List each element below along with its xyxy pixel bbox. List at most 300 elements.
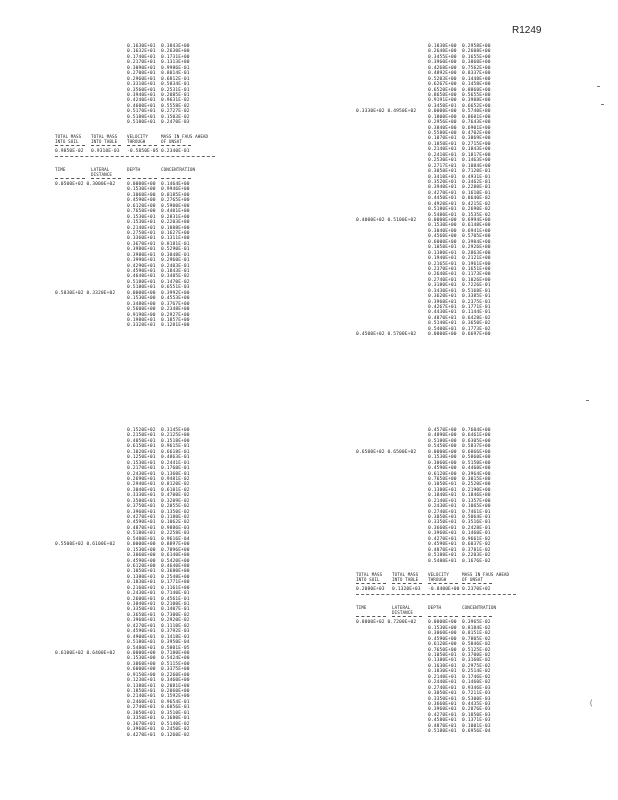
concentration-cell: 0.3700E-02	[462, 653, 491, 658]
depth-cell: 0.4590E+00	[428, 636, 457, 642]
concentration-cell: 0.7226E-01	[462, 283, 491, 289]
depth-cell: 0.5203E+00	[428, 76, 457, 82]
concentration-cell: 0.3375E+00	[161, 667, 190, 673]
depth-cell: 0.3940E+01	[428, 185, 457, 191]
depth-cell: 0.3050E+01	[127, 710, 156, 716]
concentration-cell: 0.3992E+00	[161, 290, 190, 296]
depth-cell: 0.0000E+00	[127, 542, 156, 548]
concentration-cell: 0.2348E+00	[161, 307, 190, 313]
table-row	[356, 729, 516, 734]
concentration-cell: 0.7896E+00	[161, 547, 190, 553]
column-header: VELOCITY THROUGH	[428, 571, 449, 582]
concentration-cell: 0.6305E+00	[462, 438, 491, 444]
concentration-cell: 0.1448E+00	[462, 76, 491, 82]
concentration-cell: 0.1062E-02	[161, 520, 190, 526]
concentration-cell: 0.2121E+00	[462, 256, 491, 262]
depth-cell: 0.4590E+01	[127, 629, 156, 635]
depth-cell: 0.4050E+01	[127, 438, 156, 444]
column-header: CONCENTRATION	[161, 167, 196, 172]
depth-cell: 0.5480E+01	[428, 212, 457, 218]
depth-cell: 0.5600E+00	[127, 307, 156, 313]
depth-cell: 0.3670E+01	[127, 721, 156, 727]
depth-cell: 0.4870E+01	[428, 547, 457, 553]
depth-cell: 0.4270E+01	[428, 712, 457, 718]
depth-cell: 0.1530E+00	[127, 296, 156, 302]
depth-cell: 0.3980E+01	[127, 252, 156, 258]
depth-cell: 0.3330E+01	[127, 493, 156, 499]
concentration-cell: 0.1610E-01	[462, 190, 491, 196]
concentration-cell: 0.7805E-02	[462, 636, 491, 642]
spacer	[356, 564, 516, 572]
depth-cell: 0.2430E+01	[127, 471, 156, 477]
depth-cell: 0.3450E+01	[428, 103, 457, 109]
concentration-cell: 0.5740E+00	[462, 109, 491, 115]
scan-speck	[601, 104, 604, 105]
depth-cell: 0.4268E+00	[428, 65, 457, 71]
concentration-cell: 0.5115E+00	[161, 661, 190, 667]
depth-cell: 0.3040E+01	[127, 487, 156, 493]
dashed-rule	[127, 178, 157, 179]
spacer	[356, 597, 516, 605]
depth-cell: 0.4430E+01	[428, 310, 457, 316]
depth-cell: 0.4590E+00	[127, 198, 156, 204]
depth-cell: 0.2140E+01	[127, 225, 156, 231]
depth-cell: 0.5480E+01	[127, 536, 156, 542]
concentration-cell: 0.5558E-02	[161, 103, 190, 109]
concentration-cell: 0.9654E-01	[161, 699, 190, 705]
concentration-cell: 0.6101E-02	[161, 487, 190, 493]
depth-cell: 0.2690E+01	[127, 476, 156, 482]
concentration-cell: 0.3510E-01	[161, 710, 190, 716]
depth-cell: 0.3980E+01	[127, 247, 156, 253]
dashed-rule	[462, 583, 492, 584]
depth-cell: 0.3310E+01	[127, 82, 156, 88]
summary-header	[55, 134, 215, 144]
long-dashed-rule	[356, 594, 516, 595]
concentration-cell: 0.9986E-01	[161, 65, 190, 71]
concentration-cell: 0.2715E+00	[462, 141, 491, 147]
concentration-cell: 0.4553E+00	[161, 296, 190, 302]
concentration-cell: 0.8185E+00	[161, 192, 190, 198]
concentration-cell: 0.1458E+00	[462, 82, 491, 88]
summary-value: 0.9850E-02	[55, 148, 84, 154]
concentration-cell: 0.1464E+00	[161, 182, 190, 187]
column-header: TOTAL MASS INTO TABLE	[91, 133, 118, 144]
depth-cell: 0.3660E+01	[428, 525, 457, 531]
depth-cell: 0.3960E+01	[127, 727, 156, 733]
concentration-cell: 0.1173E+00	[462, 272, 491, 278]
depth-cell: 0.4270E+01	[428, 190, 457, 196]
concentration-cell: 0.1180E-02	[161, 515, 190, 520]
concentration-cell: 0.2280E-01	[462, 185, 491, 191]
depth-cell: 0.1250E+01	[127, 455, 156, 461]
concentration-cell: 0.2531E-01	[161, 87, 190, 93]
depth-cell: 0.1230E+01	[127, 678, 156, 684]
depth-cell: 0.4270E+01	[127, 732, 156, 738]
depth-cell: 0.1850E+01	[428, 141, 457, 147]
depth-cell: 0.1380E+01	[428, 658, 457, 664]
depth-cell: 0.2440E+01	[428, 680, 457, 686]
depth-cell: 0.7650E+00	[127, 209, 156, 215]
concentration-cell: 0.1888E+00	[161, 225, 190, 231]
depth-cell: 0.3350E+01	[127, 607, 156, 613]
depth-cell: 0.6000E+00	[428, 239, 457, 245]
depth-cell: 0.2140E+01	[428, 674, 457, 680]
depth-cell: 0.8650E+00	[428, 92, 457, 98]
concentration-cell: 0.8897E+00	[161, 542, 190, 548]
concentration-cell: 0.8601E+00	[462, 114, 491, 120]
depth-cell: 0.6000E+00	[127, 667, 156, 673]
concentration-cell: 0.5420E+00	[161, 558, 190, 564]
depth-cell: 0.5180E+01	[127, 285, 156, 291]
depth-cell: 0.5170E+01	[127, 109, 156, 115]
depth-cell: 0.4870E+01	[428, 315, 457, 321]
depth-cell: 0.3050E+01	[428, 169, 457, 175]
depth-cell: 0.3180E+01	[428, 283, 457, 289]
depth-cell: 0.3060E+00	[127, 192, 156, 198]
depth-cell: 0.1050E+01	[428, 245, 457, 251]
concentration-cell: 0.1026E+00	[462, 277, 491, 283]
concentration-cell: 0.8337E+00	[462, 71, 491, 77]
concentration-cell: 0.1313E+00	[161, 60, 190, 66]
depth-cell: 0.3360E+01	[127, 236, 156, 242]
depth-cell: 0.3350E+01	[127, 716, 156, 722]
depth-cell: 0.3960E+01	[428, 299, 457, 305]
concentration-cell: 0.1001E-03	[462, 723, 491, 729]
concentration-cell: 0.6866E+00	[462, 449, 491, 455]
depth-cell: 0.5180E+01	[428, 207, 457, 213]
depth-cell: 0.3040E+00	[428, 228, 457, 234]
summary-value: 0.1320E+03	[392, 586, 421, 592]
concentration-cell: 0.4700E-02	[161, 493, 190, 499]
concentration-cell: 0.3516E-01	[462, 520, 491, 526]
concentration-cell: 0.5834E-01	[161, 82, 190, 88]
concentration-cell: 0.7604E+00	[462, 428, 491, 433]
depth-cell: 0.5480E+01	[428, 558, 457, 564]
depth-cell: 0.4590E+01	[127, 520, 156, 526]
depth-cell: 0.2460E+01	[127, 699, 156, 705]
spacer	[55, 126, 215, 134]
concentration-cell: 0.1360E-01	[161, 471, 190, 477]
time-distance-cell: 0.3330E+02 0.4950E+02	[356, 109, 417, 115]
depth-cell: 0.1070E+01	[428, 136, 457, 142]
depth-cell: 0.1530E+00	[127, 656, 156, 662]
depth-cell: 0.6267E+00	[428, 82, 457, 88]
concentration-cell: 0.3964E+00	[462, 471, 491, 477]
concentration-cell: 0.1746E-02	[462, 674, 491, 680]
concentration-cell: 0.1846E+00	[462, 493, 491, 499]
concentration-cell: 0.6428E-02	[462, 315, 491, 321]
depth-cell: 0.1020E+01	[127, 449, 156, 455]
depth-cell: 0.9191E+00	[428, 98, 457, 104]
depth-cell: 0.3960E+01	[127, 618, 156, 624]
depth-cell: 0.3940E+01	[127, 92, 156, 98]
concentration-cell: 0.5125E-02	[462, 647, 491, 653]
concentration-cell: 0.8151E-02	[462, 631, 491, 637]
concentration-cell: 0.1857E+00	[161, 317, 190, 323]
concentration-cell: 0.1850E-03	[462, 712, 491, 718]
concentration-cell: 0.1144E-01	[462, 310, 491, 316]
depth-cell: 0.3670E+01	[127, 241, 156, 247]
concentration-cell: 0.2548E+00	[161, 574, 190, 580]
depth-cell: 0.1840E+01	[428, 493, 457, 499]
depth-cell: 0.2750E+01	[127, 230, 156, 236]
concentration-cell: 0.3965E-02	[462, 620, 491, 626]
depth-cell: 0.3960E+01	[428, 707, 457, 713]
concentration-cell: 0.1065E+00	[462, 504, 491, 510]
depth-cell: 0.3480E+00	[127, 301, 156, 307]
depth-cell: 0.2940E+01	[127, 482, 156, 488]
concentration-cell: 0.2470E-03	[161, 120, 190, 126]
concentration-cell: 0.3848E-01	[161, 252, 190, 258]
concentration-cell: 0.2863E+00	[462, 250, 491, 256]
depth-cell: 0.6150E+01	[127, 444, 156, 450]
concentration-cell: 0.1110E-02	[161, 623, 190, 629]
concentration-cell: 0.3950E-04	[161, 640, 190, 646]
depth-cell: 0.2717E+01	[428, 163, 457, 169]
concentration-cell: 0.1084E+00	[462, 163, 491, 169]
concentration-cell: 0.2190E+00	[462, 487, 491, 493]
depth-cell: 0.1380E+01	[428, 250, 457, 256]
concentration-cell: 0.5140E-02	[161, 721, 190, 727]
time-distance-cell: 0.8800E+02 0.7200E+02	[356, 620, 417, 626]
quadrant-bottom-right	[356, 428, 516, 735]
concentration-cell: 0.9631E-02	[161, 98, 190, 104]
summary-value: 0.2080E+03	[356, 586, 385, 592]
concentration-cell: 0.2081E+00	[161, 683, 190, 689]
depth-cell: 0.3750E+01	[127, 504, 156, 510]
depth-cell: 0.4590E+00	[428, 466, 457, 472]
depth-cell: 0.7650E+00	[428, 647, 457, 653]
depth-cell: 0.3060E+00	[127, 553, 156, 559]
concentration-cell: 0.2608E+00	[462, 49, 491, 55]
concentration-cell: 0.9886E-03	[161, 525, 190, 531]
depth-cell: 0.0000E+00	[428, 332, 457, 338]
concentration-cell: 0.2060E+00	[161, 689, 190, 694]
concentration-cell: 0.6901E+00	[462, 125, 491, 131]
concentration-cell: 0.1503E-02	[161, 114, 190, 120]
depth-cell: 0.2140E+01	[428, 498, 457, 504]
depth-cell: 0.1050E+01	[428, 653, 457, 658]
summary-value: 0.2340E-01	[161, 148, 190, 154]
concentration-cell: 0.6148E+00	[462, 223, 491, 229]
concentration-cell: 0.2375E-01	[462, 299, 491, 305]
concentration-cell: 0.1731E+00	[161, 54, 190, 60]
concentration-cell: 0.1260E-02	[161, 732, 190, 738]
depth-cell: 0.6120E+00	[127, 563, 156, 569]
column-header: LATERAL DISTANCE	[392, 605, 413, 616]
dashed-rule	[428, 616, 458, 617]
concentration-cell: 0.2920E-02	[161, 618, 190, 624]
depth-cell: 0.4560E+00	[428, 234, 457, 240]
depth-cell: 0.2140E+01	[428, 147, 457, 153]
concentration-cell: 0.9661E-02	[462, 536, 491, 542]
depth-cell: 0.4270E+01	[428, 536, 457, 542]
concentration-cell: 0.2975E-02	[462, 663, 491, 669]
concentration-cell: 0.5290E-01	[161, 247, 190, 253]
concentration-cell: 0.6652E+00	[462, 103, 491, 109]
column-header: TIME	[55, 167, 66, 172]
depth-cell: 0.2170E+01	[127, 466, 156, 472]
depth-cell: 0.1850E+01	[127, 689, 156, 694]
depth-cell: 0.9190E+00	[127, 312, 156, 318]
depth-cell: 0.4870E+01	[428, 723, 457, 729]
concentration-cell: 0.3869E+00	[462, 136, 491, 142]
depth-cell: 0.3840E+00	[428, 125, 457, 131]
summary-value: 0.9310E-03	[91, 148, 120, 154]
depth-cell: 0.3350E+01	[428, 696, 457, 702]
depth-cell: 0.3520E+01	[428, 179, 457, 185]
concentration-cell: 0.9616E-04	[161, 536, 190, 542]
depth-cell: 0.3960E+00	[428, 60, 457, 66]
depth-cell: 0.2640E+01	[428, 272, 457, 278]
depth-cell: 0.4240E+01	[127, 98, 156, 104]
depth-cell: 0.2165E+01	[428, 261, 457, 267]
depth-cell: 0.2170E+01	[127, 60, 156, 66]
depth-cell: 0.2740E+01	[127, 705, 156, 711]
depth-cell: 0.1830E+01	[127, 580, 156, 586]
depth-cell: 0.3990E+01	[127, 258, 156, 264]
column-header: MASS IN FAUS AHEAD OF UNSAT	[161, 133, 209, 144]
depth-cell: 0.3320E+01	[127, 323, 156, 329]
concentration-cell: 0.6056E-01	[161, 705, 190, 711]
depth-cell: 0.4590E+01	[428, 542, 457, 548]
concentration-cell: 0.1371E-03	[462, 718, 491, 724]
concentration-cell: 0.6812E-01	[161, 76, 190, 82]
concentration-cell: 0.9346E-03	[462, 685, 491, 691]
concentration-cell: 0.1518E+00	[161, 438, 190, 444]
depth-cell: 0.2530E+01	[428, 158, 457, 164]
dashed-rule	[55, 178, 85, 179]
depth-cell: 0.1050E+01	[428, 482, 457, 488]
concentration-cell: 0.1357E+00	[462, 498, 491, 504]
table-row	[55, 733, 195, 738]
concentration-cell: 0.1771E-01	[462, 305, 491, 310]
concentration-cell: 0.1407E-01	[161, 607, 190, 613]
concentration-cell: 0.4215E-02	[462, 201, 491, 207]
dashed-rule	[91, 178, 121, 179]
summary-value: -0.5850E-05	[127, 148, 159, 154]
depth-cell: 0.1530E+00	[127, 547, 156, 553]
depth-cell: 0.3455E+00	[428, 54, 457, 60]
table-row	[356, 559, 516, 564]
concentration-cell: 0.6037E-02	[462, 542, 491, 548]
spacer	[55, 159, 215, 167]
concentration-cell: 0.2258E-03	[161, 531, 190, 537]
dashed-rule	[161, 178, 191, 179]
depth-cell: 0.6520E+00	[428, 87, 457, 93]
dashed-rule	[462, 616, 492, 617]
concentration-cell: 0.2260E+00	[161, 672, 190, 678]
depth-cell: 0.0000E+00	[428, 109, 457, 115]
depth-cell: 0.2410E+01	[428, 152, 457, 158]
depth-cell: 0.3620E+01	[428, 294, 457, 300]
scan-mark: (	[590, 700, 593, 707]
quadrant-top-left	[55, 44, 215, 329]
concentration-cell: 0.2690E-02	[462, 207, 491, 213]
depth-cell: 0.4267E+01	[428, 305, 457, 310]
depth-cell: 0.2600E+01	[127, 596, 156, 602]
page-id: R1249	[512, 25, 542, 36]
depth-cell: 0.1530E+01	[127, 460, 156, 466]
concentration-cell: 0.4460E+00	[462, 466, 491, 472]
dashed-rule	[91, 145, 121, 146]
column-header: TOTAL MASS INTO TABLE	[392, 571, 419, 582]
depth-cell: 0.2430E+01	[428, 504, 457, 510]
depth-cell: 0.3350E+01	[428, 520, 457, 526]
concentration-cell: 0.5300E-03	[462, 696, 491, 702]
concentration-cell: 0.3781E-02	[462, 547, 491, 553]
concentration-cell: 0.2100E-01	[161, 602, 190, 607]
concentration-cell: 0.1161E+00	[161, 585, 190, 591]
concentration-cell: 0.1350E-02	[161, 509, 190, 515]
concentration-cell: 0.2125E+00	[161, 433, 190, 439]
concentration-cell: 0.9946E+00	[161, 187, 190, 193]
concentration-cell: 0.3015E+00	[462, 476, 491, 482]
concentration-cell: 0.6994E+00	[462, 218, 491, 223]
concentration-cell: 0.7211E-03	[462, 691, 491, 697]
depth-cell: 0.5180E+01	[127, 640, 156, 646]
depth-cell: 0.4580E+01	[428, 718, 457, 724]
concentration-cell: 0.2765E+00	[161, 198, 190, 204]
depth-cell: 0.0000E+00	[428, 449, 457, 455]
summary-values	[356, 587, 516, 592]
depth-cell: 0.0000E+00	[127, 182, 156, 187]
concentration-cell: 0.2926E+00	[462, 245, 491, 251]
depth-cell: 0.3410E+01	[428, 174, 457, 180]
concentration-cell: 0.3160E-02	[462, 658, 491, 664]
concentration-cell: 0.2727E-02	[161, 109, 190, 115]
long-dashed-rule	[55, 156, 215, 157]
depth-cell: 0.4590E+00	[127, 558, 156, 564]
column-header: VELOCITY THROUGH	[127, 133, 148, 144]
depth-cell: 0.2700E+01	[127, 71, 156, 77]
depth-cell: 0.5480E+01	[127, 645, 156, 651]
concentration-cell: 0.2876E-03	[462, 707, 491, 713]
depth-cell: 0.0000E+00	[127, 290, 156, 296]
concentration-cell: 0.5168E-01	[462, 288, 491, 294]
concentration-cell: 0.5150E+00	[462, 460, 491, 466]
concentration-cell: 0.1281E+00	[161, 323, 190, 329]
concentration-cell: 0.7643E+00	[462, 120, 491, 126]
concentration-cell: 0.3145E+00	[161, 428, 190, 433]
concentration-cell: 0.6461E+00	[462, 433, 491, 439]
concentration-cell: 0.3988E+00	[462, 98, 491, 104]
table-row	[55, 323, 215, 328]
concentration-cell: 0.1961E+00	[462, 261, 491, 267]
dashed-rule	[55, 145, 85, 146]
depth-cell: 0.3560E+01	[127, 87, 156, 93]
depth-cell: 0.1830E+01	[428, 669, 457, 675]
depth-cell: 0.4450E+01	[428, 196, 457, 202]
concentration-cell: 0.9481E-02	[161, 476, 190, 482]
dashed-rule	[356, 616, 386, 617]
depth-cell: 0.1530E+00	[428, 223, 457, 229]
concentration-cell: 0.3860E+00	[462, 60, 491, 66]
depth-cell: 0.5180E+01	[127, 114, 156, 120]
concentration-cell: 0.1817E+00	[462, 152, 491, 158]
depth-cell: 0.1980E+01	[127, 317, 156, 323]
concentration-cell: 0.8181E-01	[161, 241, 190, 247]
depth-cell: 0.2740E+01	[428, 509, 457, 515]
concentration-cell: 0.8120E-02	[161, 482, 190, 488]
depth-cell: 0.4600E+01	[127, 103, 156, 109]
depth-cell: 0.2640E+00	[428, 49, 457, 55]
depth-cell: 0.5180E+01	[127, 531, 156, 537]
concentration-cell: 0.8184E-02	[462, 625, 491, 631]
depth-cell: 0.6120E+00	[127, 203, 156, 209]
depth-cell: 0.4590E+01	[127, 269, 156, 274]
